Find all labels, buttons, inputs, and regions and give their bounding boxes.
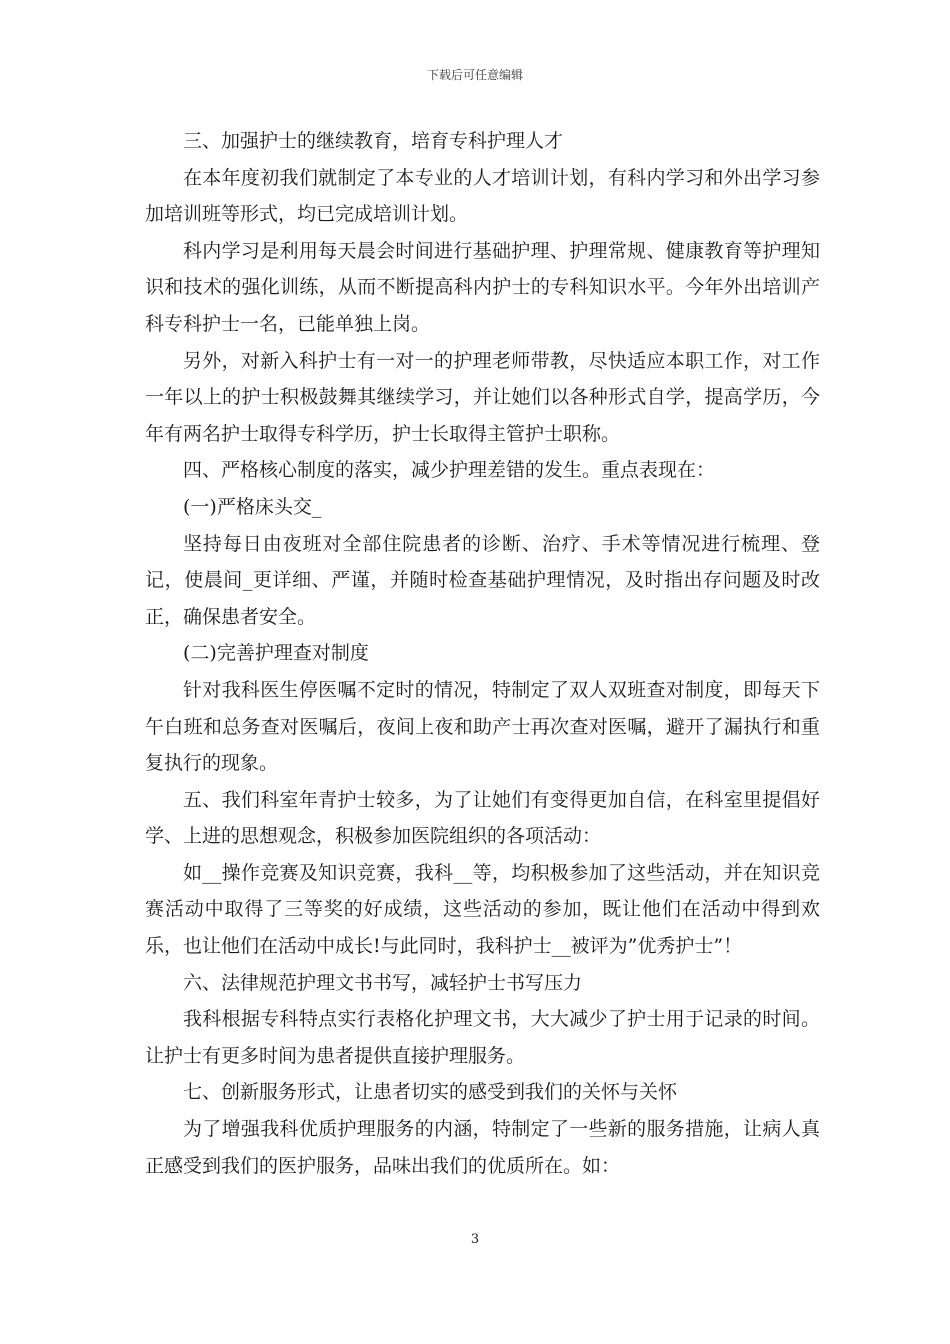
paragraph: 坚持每日由夜班对全部住院患者的诊断、治疗、手术等情况进行梳理、登记，使晨间_更详细、严谨，并随时检查基础护理情况，及时指出存问题及时改正，确保患者安全。	[145, 532, 820, 628]
document-body	[145, 123, 820, 1184]
paragraph: 科内学习是利用每天晨会时间进行基础护理、护理常规、健康教育等护理知识和技术的强化训练，从而不断提高科内护士的专科知识水平。今年外出培训产科专科护士一名，已能单独上岗。	[145, 239, 820, 335]
subheading-1: (一)严格床头交_	[183, 495, 322, 518]
section-heading-6: 六、法律规范护理文书书写，减轻护士书写压力	[183, 971, 583, 994]
section-heading-5: 五、我们科室年青护士较多，为了让她们有变得更加自信，在科室里提倡好学、上进的思想观念，积极参加医院组织的各项活动：	[145, 788, 820, 848]
page-header: 下载后可任意编辑	[426, 68, 523, 82]
paragraph: 为了增强我科优质护理服务的内涵，特制定了一些新的服务措施，让病人真正感受到我们的医护服务，品味出我们的优质所在。如：	[145, 1118, 820, 1177]
section-heading-4: 四、严格核心制度的落实，减少护理差错的发生。重点表现在：	[183, 459, 716, 482]
page-number: 3	[470, 1232, 480, 1247]
paragraph: 另外，对新入科护士有一对一的护理老师带教，尽快适应本职工作，对工作一年以上的护士积极鼓舞其继续学习，并让她们以各种形式自学，提高学历，今年有两名护士取得专科学历，护士长取得主管护士职称。	[145, 349, 820, 445]
section-heading-3: 三、加强护士的继续教育，培育专科护理人才	[183, 130, 564, 152]
paragraph: 在本年度初我们就制定了本专业的人才培训计划，有科内学习和外出学习参加培训班等形式，均已完成培训计划。	[145, 166, 820, 226]
paragraph: 如__操作竞赛及知识竞赛，我科__等，均积极参加了这些活动，并在知识竞赛活动中取得了三等奖的好成绩，这些活动的参加，既让他们在活动中得到欢乐，也让他们在活动中成长!与此同时，我科护士__被评为”优秀护士”！	[145, 861, 820, 958]
section-heading-7: 七、创新服务形式，让患者切实的感受到我们的关怀与关怀	[183, 1081, 678, 1104]
paragraph: 我科根据专科特点实行表格化护理文书，大大减少了护士用于记录的时间。让护士有更多时间为患者提供直接护理服务。	[145, 1008, 820, 1067]
subheading-2: (二)完善护理查对制度	[183, 642, 369, 665]
paragraph: 针对我科医生停医嘱不定时的情况，特制定了双人双班查对制度，即每天下午白班和总务查对医嘱后，夜间上夜和助产士再次查对医嘱，避开了漏执行和重复执行的现象。	[145, 678, 820, 775]
